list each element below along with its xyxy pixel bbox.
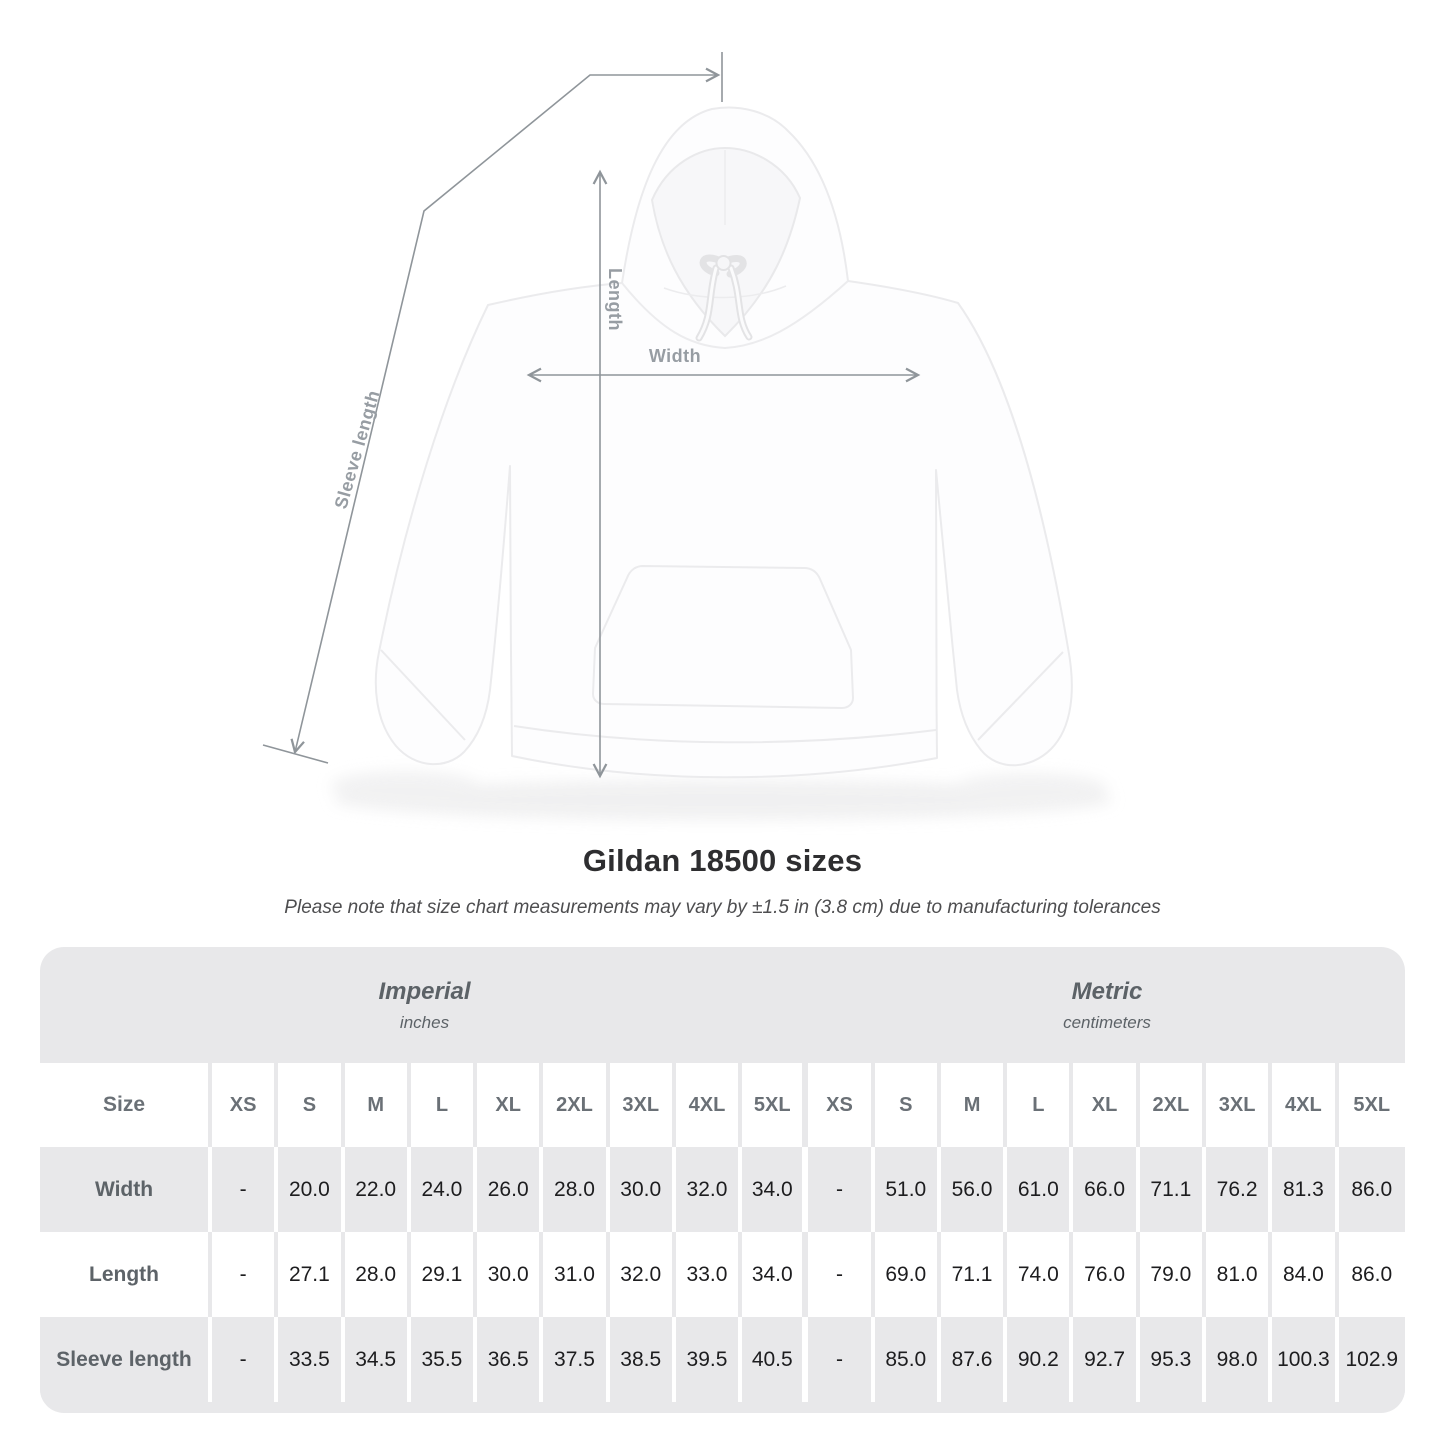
table-cell: 32.0 [676,1147,742,1232]
size-header-cell: 5XL [742,1063,808,1147]
table-cell: 29.1 [411,1232,477,1317]
size-header-cell: S [278,1063,344,1147]
table-row [40,1147,1405,1232]
size-header-cell: 5XL [1339,1063,1405,1147]
table-cell: - [212,1147,278,1232]
table-cell: - [212,1317,278,1402]
table-cell: 32.0 [610,1232,676,1317]
page-title: Gildan 18500 sizes [582,843,863,878]
table-cell: 69.0 [875,1232,941,1317]
table-cell: 30.0 [477,1232,543,1317]
table-cell: 100.3 [1272,1317,1338,1402]
table-row [40,1232,1405,1317]
table-cell: 84.0 [1272,1232,1338,1317]
table-cell: 92.7 [1073,1317,1139,1402]
table-cell: - [808,1317,874,1402]
size-header-cell: 2XL [543,1063,609,1147]
table-cell: 33.0 [676,1232,742,1317]
row-label: Width [40,1147,212,1232]
size-header-cell: 3XL [610,1063,676,1147]
table-cell: 35.5 [411,1317,477,1402]
table-cell: 74.0 [1007,1232,1073,1317]
size-header-cell: L [411,1063,477,1147]
imperial-header [40,947,809,1063]
size-header-cell: 4XL [1272,1063,1338,1147]
table-cell: 66.0 [1073,1147,1139,1232]
table-cell: 95.3 [1140,1317,1206,1402]
table-cell: 86.0 [1339,1147,1405,1232]
table-cell: 40.5 [742,1317,808,1402]
table-cell: 34.0 [742,1232,808,1317]
size-header-cell: XS [212,1063,278,1147]
table-cell: 38.5 [610,1317,676,1402]
sleeve-length-measure-label: Sleeve length [330,387,384,512]
table-cell: 81.3 [1272,1147,1338,1232]
table-cell: 102.9 [1339,1317,1405,1402]
table-cell: 56.0 [941,1147,1007,1232]
size-header-row [40,1063,1405,1147]
table-cell: 37.5 [543,1317,609,1402]
table-cell: 51.0 [875,1147,941,1232]
table-cell: 71.1 [1140,1147,1206,1232]
table-cell: 76.0 [1073,1232,1139,1317]
table-cell: 27.1 [278,1232,344,1317]
size-header-cell: 4XL [676,1063,742,1147]
table-cell: 28.0 [543,1147,609,1232]
table-cell: - [808,1147,874,1232]
table-cell: - [212,1232,278,1317]
table-row [40,1317,1405,1402]
table-cell: 81.0 [1206,1232,1272,1317]
table-cell: 71.1 [941,1232,1007,1317]
metric-label: Metric [1071,977,1143,1005]
table-cell: 31.0 [543,1232,609,1317]
table-cell: 22.0 [345,1147,411,1232]
size-chart-panel [40,947,1405,1413]
table-cell: 26.0 [477,1147,543,1232]
table-cell: 61.0 [1007,1147,1073,1232]
table-cell: 30.0 [610,1147,676,1232]
table-cell: 24.0 [411,1147,477,1232]
table-cell: 86.0 [1339,1232,1405,1317]
size-header-cell: XL [1073,1063,1139,1147]
table-cell: 36.5 [477,1317,543,1402]
table-cell: 87.6 [941,1317,1007,1402]
width-measure-label: Width [648,346,702,366]
row-label: Sleeve length [40,1317,212,1402]
hoodie-shadow [330,771,1113,820]
size-header-cell: 3XL [1206,1063,1272,1147]
imperial-label: Imperial [378,977,471,1005]
size-header-cell: S [875,1063,941,1147]
kangaroo-pocket [593,566,853,708]
table-cell: 98.0 [1206,1317,1272,1402]
table-cell: 85.0 [875,1317,941,1402]
length-measure-label: Length [605,268,625,331]
size-header-cell: M [941,1063,1007,1147]
imperial-sublabel: inches [399,1012,450,1032]
size-table [40,1063,1405,1402]
size-header-cell: L [1007,1063,1073,1147]
table-cell: 79.0 [1140,1232,1206,1317]
size-header-cell: XL [477,1063,543,1147]
table-cell: 76.2 [1206,1147,1272,1232]
table-cell: 20.0 [278,1147,344,1232]
size-header-cell: 2XL [1140,1063,1206,1147]
size-header-cell: M [345,1063,411,1147]
unit-header-band [40,947,1405,1063]
size-column-header: Size [40,1063,212,1147]
metric-header [809,947,1405,1063]
size-table-body [40,1063,1405,1402]
table-cell: 34.0 [742,1147,808,1232]
table-cell: 34.5 [345,1317,411,1402]
size-header-cell: XS [808,1063,874,1147]
table-cell: 28.0 [345,1232,411,1317]
metric-sublabel: centimeters [1063,1012,1151,1032]
table-cell: 39.5 [676,1317,742,1402]
table-cell: 33.5 [278,1317,344,1402]
table-cell: - [808,1232,874,1317]
table-cell: 90.2 [1007,1317,1073,1402]
row-label: Length [40,1232,212,1317]
tolerance-note: Please note that size chart measurements may vary by ±1.5 in (3.8 cm) due to manufacturing tolerances [284,897,1161,918]
